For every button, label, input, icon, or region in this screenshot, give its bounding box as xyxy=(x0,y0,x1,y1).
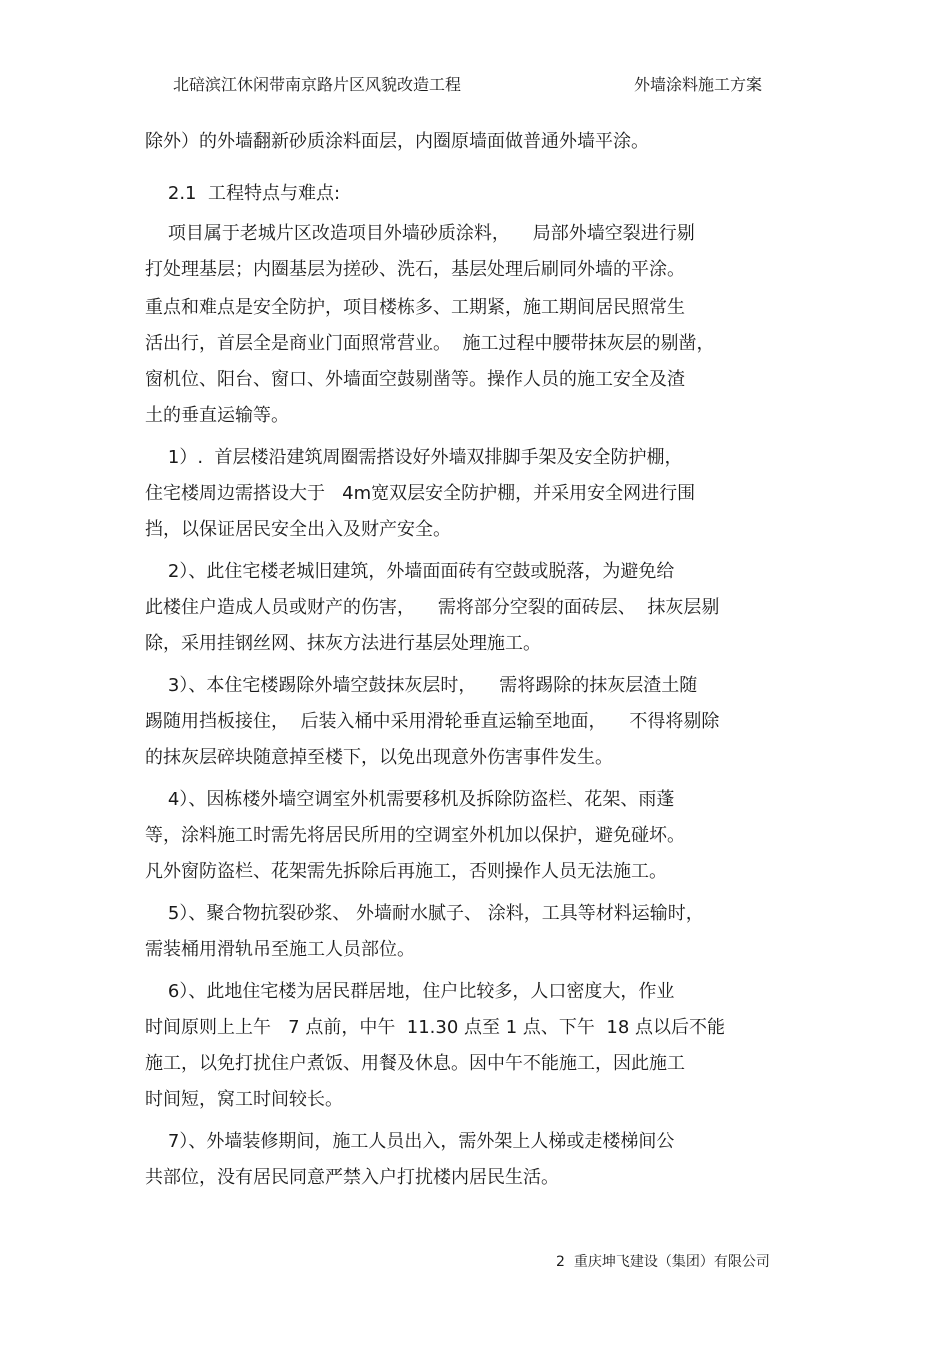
body-line: 此楼住户造成人员或财产的伤害， 需将部分空裂的面砖层、 抹灰层剔 xyxy=(145,597,720,618)
body-line: 时间短，窝工时间较长。 xyxy=(145,1089,343,1110)
body-line: 5）、聚合物抗裂砂浆、 外墙耐水腻子、 涂料，工具等材料运输时， xyxy=(145,903,704,924)
body-line: 等，涂料施工时需先将居民所用的空调室外机加以保护，避免碰坏。 xyxy=(145,825,685,846)
body-line: 土的垂直运输等。 xyxy=(145,405,289,426)
body-line: 凡外窗防盗栏、花架需先拆除后再施工，否则操作人员无法施工。 xyxy=(145,861,667,882)
header-document-title: 外墙涂料施工方案 xyxy=(634,75,763,94)
body-line: 3）、本住宅楼踢除外墙空鼓抹灰层时， 需将踢除的抹灰层渣土随 xyxy=(145,675,698,696)
company-name: 重庆坤飞建设（集团）有限公司 xyxy=(573,1254,770,1270)
body-line: 项目属于老城片区改造项目外墙砂质涂料， 局部外墙空裂进行剔 xyxy=(145,223,695,244)
body-line: 7）、外墙装修期间，施工人员出入，需外架上人梯或走楼梯间公 xyxy=(145,1131,675,1152)
body-line: 除外）的外墙翻新砂质涂料面层，内圈原墙面做普通外墙平涂。 xyxy=(145,131,649,152)
body-line: 1）. 首层楼沿建筑周圈需搭设好外墙双排脚手架及安全防护棚， xyxy=(145,447,683,468)
page-number: 2 xyxy=(556,1254,565,1270)
body-line: 施工，以免打扰住户煮饭、用餐及休息。因中午不能施工，因此施工 xyxy=(145,1053,685,1074)
body-line: 时间原则上上午 7 点前，中午 11.30 点至 1 点、下午 18 点以后不能 xyxy=(145,1017,725,1038)
body-line: 重点和难点是安全防护，项目楼栋多、工期紧，施工期间居民照常生 xyxy=(145,297,685,318)
body-line: 活出行，首层全是商业门面照常营业。 施工过程中腰带抹灰层的剔凿， xyxy=(145,333,715,354)
body-line: 2）、此住宅楼老城旧建筑，外墙面面砖有空鼓或脱落，为避免给 xyxy=(145,561,675,582)
body-line: 窗机位、阳台、窗口、外墙面空鼓剔凿等。操作人员的施工安全及渣 xyxy=(145,369,685,390)
body-line: 需装桶用滑轨吊至施工人员部位。 xyxy=(145,939,415,960)
body-line: 踢随用挡板接住， 后装入桶中采用滑轮垂直运输至地面， 不得将剔除 xyxy=(145,711,720,732)
body-line: 的抹灰层碎块随意掉至楼下，以免出现意外伤害事件发生。 xyxy=(145,747,613,768)
body-line: 打处理基层；内圈基层为搓砂、洗石，基层处理后刷同外墙的平涂。 xyxy=(145,259,685,280)
header-project-title: 北碚滨江休闲带南京路片区风貌改造工程 xyxy=(173,75,462,94)
body-line: 除，采用挂钢丝网、抹灰方法进行基层处理施工。 xyxy=(145,633,541,654)
body-line: 共部位，没有居民同意严禁入户打扰楼内居民生活。 xyxy=(145,1167,559,1188)
footer xyxy=(556,1251,770,1271)
body-line: 住宅楼周边需搭设大于 4m宽双层安全防护棚，并采用安全网进行围 xyxy=(145,483,696,504)
body-line: 4）、因栋楼外墙空调室外机需要移机及拆除防盗栏、花架、雨蓬 xyxy=(145,789,675,810)
body-line: 挡，以保证居民安全出入及财产安全。 xyxy=(145,519,451,540)
body-line: 6）、此地住宅楼为居民群居地，住户比较多，人口密度大，作业 xyxy=(145,981,675,1002)
section-heading: 2.1 工程特点与难点: xyxy=(145,183,341,204)
